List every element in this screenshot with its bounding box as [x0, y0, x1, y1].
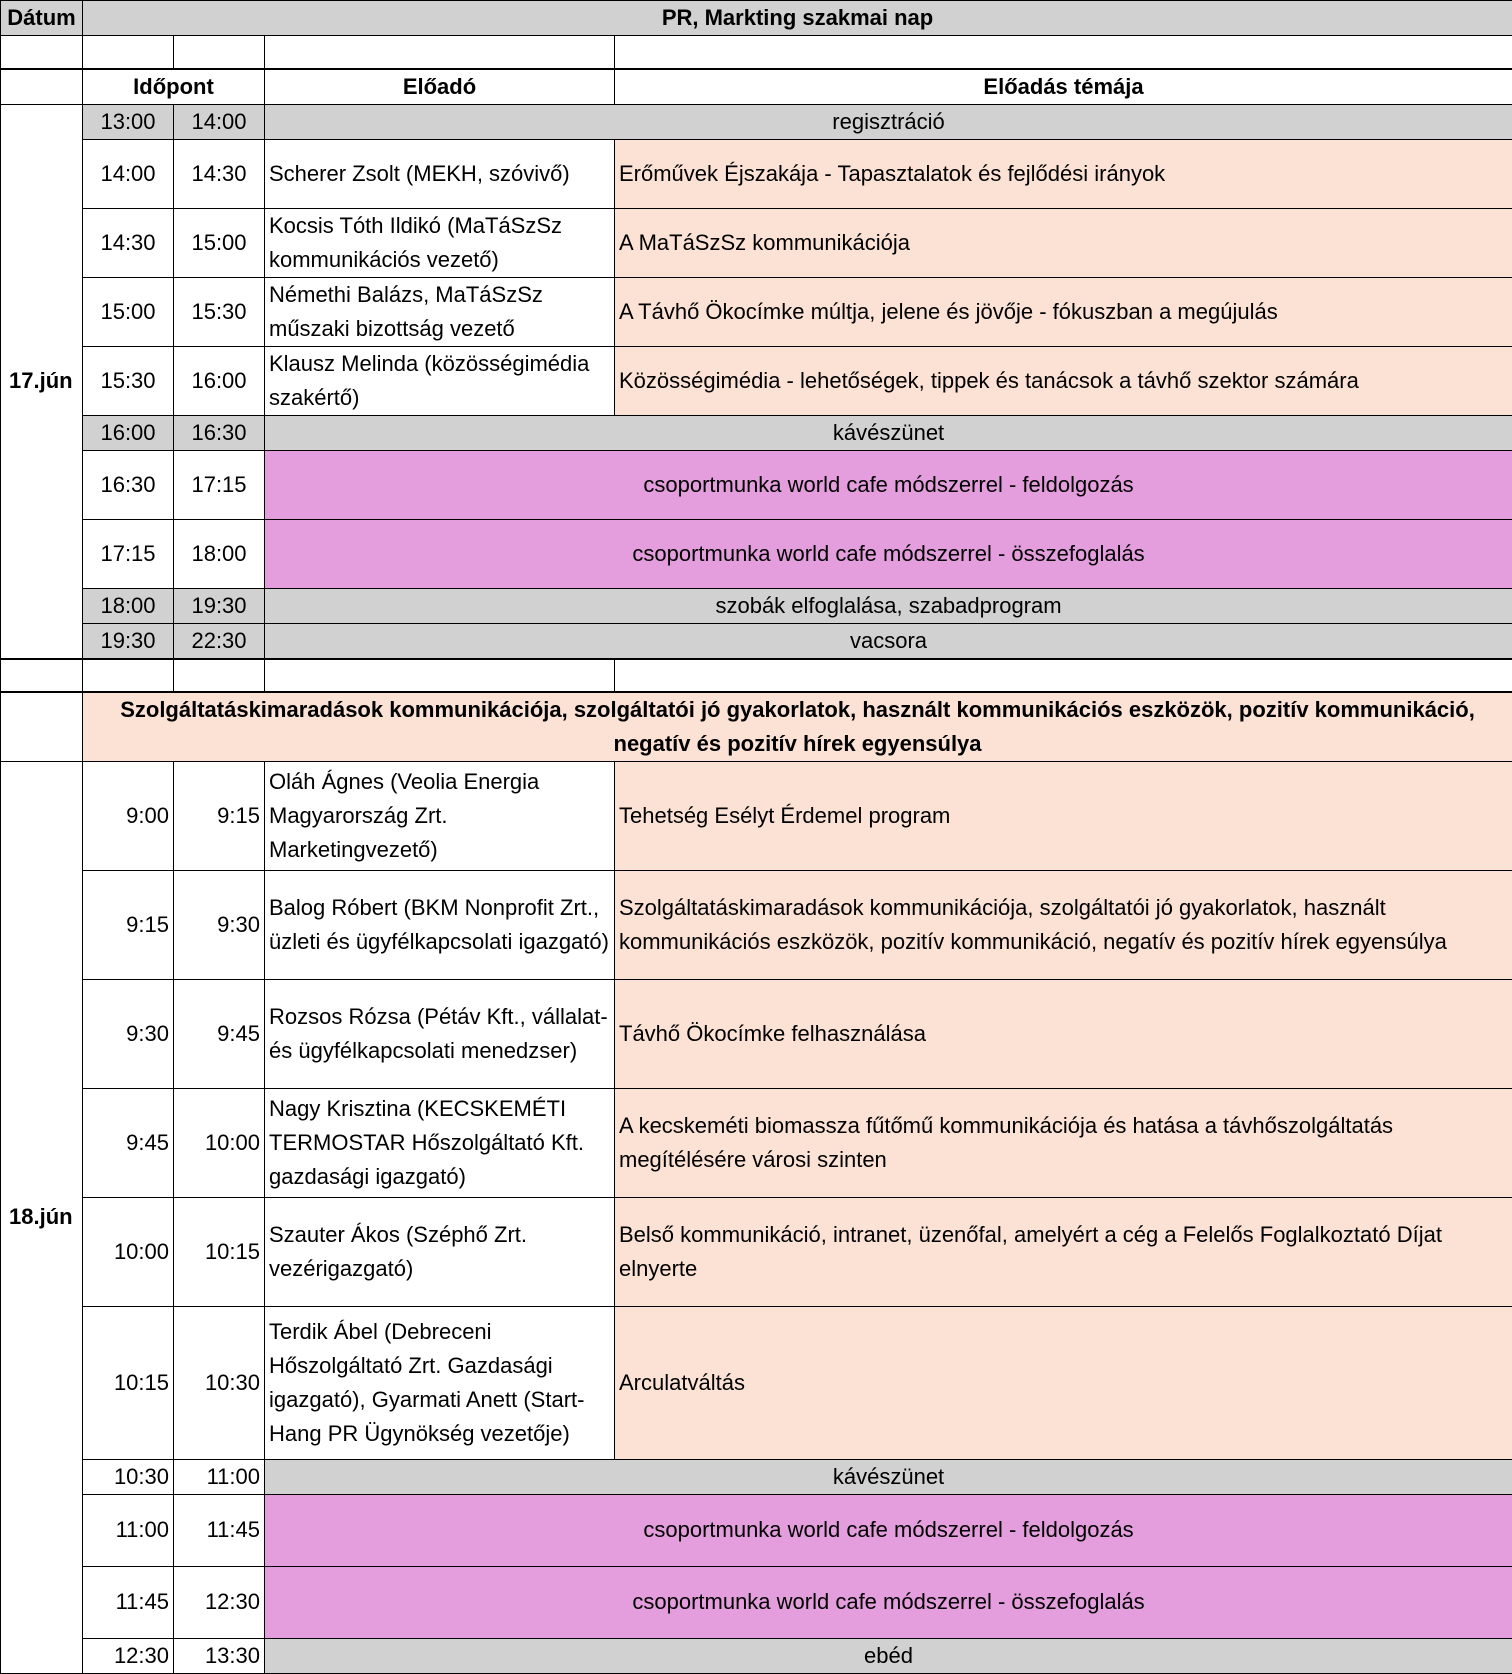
date-header: Dátum — [1, 1, 83, 36]
start-time: 19:30 — [83, 623, 174, 659]
end-time: 10:30 — [174, 1306, 265, 1459]
speaker: Oláh Ágnes (Veolia Energia Magyarország Zrt. Marketingvezető) — [265, 761, 615, 870]
topic: Távhő Ökocímke felhasználása — [615, 979, 1512, 1088]
end-time: 9:45 — [174, 979, 265, 1088]
table-row — [1, 450, 1512, 519]
speaker: Kocsis Tóth Ildikó (MaTáSzSz kommunikációs vezető) — [265, 208, 615, 277]
spacer-row — [1, 659, 1512, 692]
table-row — [1, 1088, 1512, 1197]
workshop-label: csoportmunka world cafe módszerrel - feldolgozás — [265, 450, 1512, 519]
speaker: Némethi Balázs, MaTáSzSz műszaki bizottság vezető — [265, 277, 615, 346]
workshop-label: csoportmunka world cafe módszerrel - összefoglalás — [265, 1566, 1512, 1638]
speaker: Nagy Krisztina (KECSKEMÉTI TERMOSTAR Hőszolgáltató Kft. gazdasági igazgató) — [265, 1088, 615, 1197]
speaker: Terdik Ábel (Debreceni Hőszolgáltató Zrt. Gazdasági igazgató), Gyarmati Anett (Start-Hang PR Ügynökség vezetője) — [265, 1306, 615, 1459]
end-time: 9:15 — [174, 761, 265, 870]
day1-date: 17.jún — [1, 104, 83, 659]
speaker: Rozsos Rózsa (Pétáv Kft., vállalat- és ügyfélkapcsolati menedzser) — [265, 979, 615, 1088]
topic: Tehetség Esélyt Érdemel program — [615, 761, 1512, 870]
start-time: 14:00 — [83, 139, 174, 208]
end-time: 17:15 — [174, 450, 265, 519]
column-header-row — [1, 69, 1512, 105]
end-time: 10:00 — [174, 1088, 265, 1197]
break-label: kávészünet — [265, 415, 1512, 450]
end-time: 13:30 — [174, 1638, 265, 1673]
workshop-label: csoportmunka world cafe módszerrel - összefoglalás — [265, 519, 1512, 588]
speaker: Klausz Melinda (közösségimédia szakértő) — [265, 346, 615, 415]
break-label: regisztráció — [265, 104, 1512, 139]
table-row — [1, 588, 1512, 623]
page-title: PR, Markting szakmai nap — [83, 1, 1512, 36]
table-row — [1, 277, 1512, 346]
end-time: 22:30 — [174, 623, 265, 659]
table-row — [1, 1197, 1512, 1306]
table-row — [1, 1459, 1512, 1494]
time-column-header: Időpont — [83, 69, 265, 105]
start-time: 9:45 — [83, 1088, 174, 1197]
topic: Közösségimédia - lehetőségek, tippek és tanácsok a távhő szektor számára — [615, 346, 1512, 415]
start-time: 17:15 — [83, 519, 174, 588]
speaker-column-header: Előadó — [265, 69, 615, 105]
table-row — [1, 415, 1512, 450]
end-time: 15:00 — [174, 208, 265, 277]
end-time: 15:30 — [174, 277, 265, 346]
table-row — [1, 870, 1512, 979]
end-time: 16:30 — [174, 415, 265, 450]
header-row — [1, 1, 1512, 36]
table-row — [1, 623, 1512, 659]
topic: Szolgáltatáskimaradások kommunikációja, szolgáltatói jó gyakorlatok, használt kommunikációs eszközök, pozitív kommunikáció, negatív és pozitív hírek egyensúlya — [615, 870, 1512, 979]
table-row — [1, 104, 1512, 139]
start-time: 9:15 — [83, 870, 174, 979]
end-time: 18:00 — [174, 519, 265, 588]
section-title-row — [1, 692, 1512, 762]
start-time: 16:00 — [83, 415, 174, 450]
start-time: 9:30 — [83, 979, 174, 1088]
topic: Erőművek Éjszakája - Tapasztalatok és fejlődési irányok — [615, 139, 1512, 208]
start-time: 10:00 — [83, 1197, 174, 1306]
start-time: 13:00 — [83, 104, 174, 139]
table-row — [1, 208, 1512, 277]
speaker: Balog Róbert (BKM Nonprofit Zrt., üzleti és ügyfélkapcsolati igazgató) — [265, 870, 615, 979]
end-time: 16:00 — [174, 346, 265, 415]
topic: Arculatváltás — [615, 1306, 1512, 1459]
end-time: 11:45 — [174, 1494, 265, 1566]
break-label: kávészünet — [265, 1459, 1512, 1494]
table-row — [1, 1638, 1512, 1673]
table-row — [1, 139, 1512, 208]
table-row — [1, 1306, 1512, 1459]
end-time: 10:15 — [174, 1197, 265, 1306]
start-time: 11:45 — [83, 1566, 174, 1638]
start-time: 10:15 — [83, 1306, 174, 1459]
topic: A MaTáSzSz kommunikációja — [615, 208, 1512, 277]
start-time: 15:30 — [83, 346, 174, 415]
day2-date: 18.jún — [1, 761, 83, 1673]
break-label: ebéd — [265, 1638, 1512, 1673]
topic-column-header: Előadás témája — [615, 69, 1512, 105]
table-row — [1, 979, 1512, 1088]
table-row — [1, 1494, 1512, 1566]
start-time: 16:30 — [83, 450, 174, 519]
start-time: 15:00 — [83, 277, 174, 346]
speaker: Scherer Zsolt (MEKH, szóvivő) — [265, 139, 615, 208]
start-time: 9:00 — [83, 761, 174, 870]
start-time: 11:00 — [83, 1494, 174, 1566]
table-row — [1, 1566, 1512, 1638]
table-row — [1, 519, 1512, 588]
topic: A kecskeméti biomassza fűtőmű kommunikációja és hatása a távhőszolgáltatás megítélésére városi szinten — [615, 1088, 1512, 1197]
start-time: 14:30 — [83, 208, 174, 277]
end-time: 12:30 — [174, 1566, 265, 1638]
topic: A Távhő Ökocímke múltja, jelene és jövője - fókuszban a megújulás — [615, 277, 1512, 346]
end-time: 11:00 — [174, 1459, 265, 1494]
end-time: 9:30 — [174, 870, 265, 979]
start-time: 12:30 — [83, 1638, 174, 1673]
topic: Belső kommunikáció, intranet, üzenőfal, amelyért a cég a Felelős Foglalkoztató Díjat elnyerte — [615, 1197, 1512, 1306]
break-label: szobák elfoglalása, szabadprogram — [265, 588, 1512, 623]
start-time: 10:30 — [83, 1459, 174, 1494]
table-row — [1, 346, 1512, 415]
speaker: Szauter Ákos (Széphő Zrt. vezérigazgató) — [265, 1197, 615, 1306]
section-title: Szolgáltatáskimaradások kommunikációja, szolgáltatói jó gyakorlatok, használt kommunikációs eszközök, pozitív kommunikáció, negatív és pozitív hírek egyensúlya — [83, 692, 1512, 762]
workshop-label: csoportmunka world cafe módszerrel - feldolgozás — [265, 1494, 1512, 1566]
start-time: 18:00 — [83, 588, 174, 623]
table-row — [1, 761, 1512, 870]
spacer-row — [1, 36, 1512, 69]
break-label: vacsora — [265, 623, 1512, 659]
end-time: 14:00 — [174, 104, 265, 139]
end-time: 14:30 — [174, 139, 265, 208]
end-time: 19:30 — [174, 588, 265, 623]
